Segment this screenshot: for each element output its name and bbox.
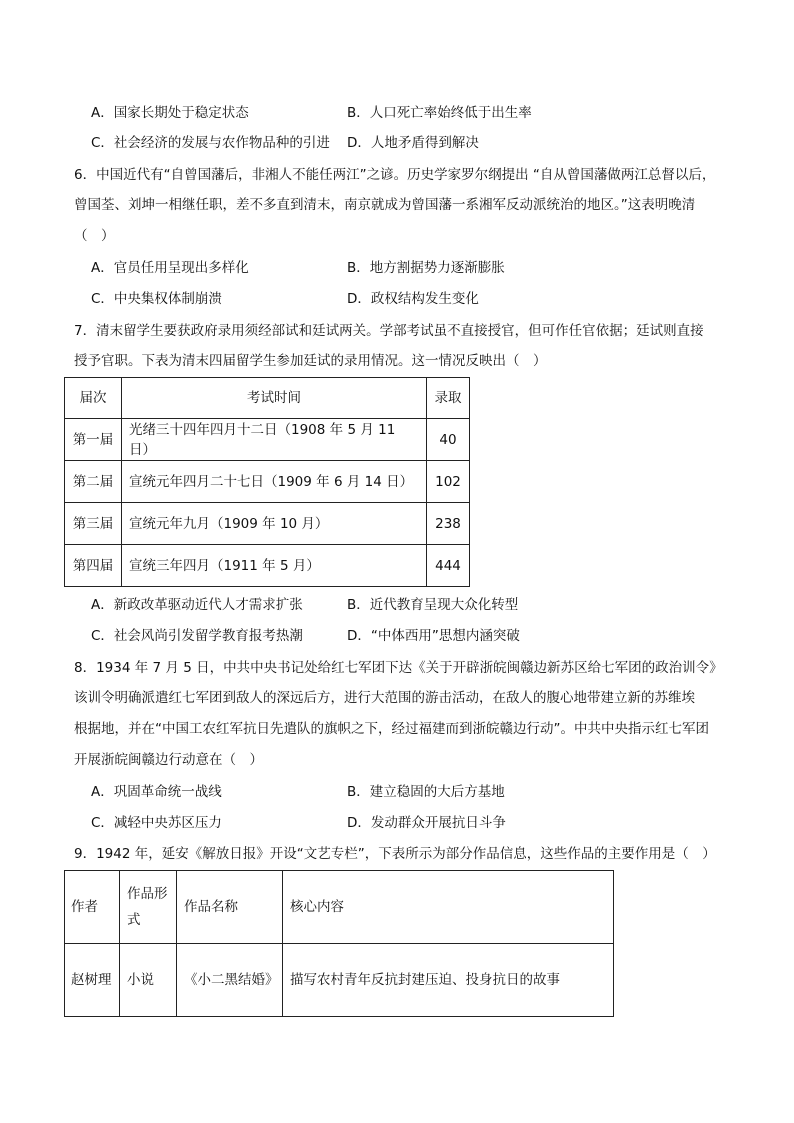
q6-option-a: A．官员任用呈现出多样化 bbox=[91, 260, 249, 276]
q8-stem-line1: 8．1934 年 7 月 5 日，中共中央书记处给红七军团下达《关于开辟浙皖闽赣边新苏区给七军团的政治训令》 bbox=[74, 660, 723, 676]
q8-stem-line2: 该训令明确派遣红七军团到敌人的深远后方，进行大范围的游击活动，在敌人的腹心地带建立新的苏维埃 bbox=[74, 690, 695, 706]
q6-option-c: C．中央集权体制崩溃 bbox=[91, 291, 222, 307]
q8-option-d: D．发动群众开展抗日斗争 bbox=[347, 815, 506, 831]
q8-option-c: C．减轻中央苏区压力 bbox=[91, 815, 222, 831]
table-row bbox=[65, 503, 470, 545]
q5-option-a: A．国家长期处于稳定状态 bbox=[91, 105, 249, 121]
table-cell: 第二届 bbox=[65, 461, 122, 503]
table-cell: 第三届 bbox=[65, 503, 122, 545]
q6-option-d: D．政权结构发生变化 bbox=[347, 291, 479, 307]
q6-stem-line3: （ ） bbox=[74, 228, 115, 244]
table-cell: 宣统三年四月（1911 年 5 月） bbox=[122, 545, 427, 587]
table-cell: 光绪三十四年四月十二日（1908 年 5 月 11 日） bbox=[122, 419, 427, 461]
q8-stem-line4: 开展浙皖闽赣边行动意在（ ） bbox=[74, 752, 263, 768]
table-cell: 444 bbox=[427, 545, 470, 587]
q8-option-b: B．建立稳固的大后方基地 bbox=[347, 784, 505, 800]
q8-stem-line3: 根据地，并在“中国工农红军抗日先遣队的旗帜之下，经过福建而到浙皖赣边行动”。中共中央指示红七军团 bbox=[74, 721, 709, 737]
table-header-row bbox=[65, 871, 614, 944]
table-cell: 《小二黑结婚》 bbox=[177, 944, 283, 1017]
table-header-cell: 届次 bbox=[65, 378, 122, 419]
q5-option-b: B．人口死亡率始终低于出生率 bbox=[347, 105, 532, 121]
q9-table bbox=[64, 870, 614, 1017]
q6-stem-line1: 6．中国近代有“自曾国藩后，非湘人不能任两江”之谚。历史学家罗尔纲提出 “自从曾国藩做两江总督以后， bbox=[74, 167, 716, 183]
table-row bbox=[65, 461, 470, 503]
q5-option-d: D．人地矛盾得到解决 bbox=[347, 135, 479, 151]
q5-option-c: C．社会经济的发展与农作物品种的引进 bbox=[91, 135, 330, 151]
table-cell: 宣统元年四月二十七日（1909 年 6 月 14 日） bbox=[122, 461, 427, 503]
q7-option-a: A．新政改革驱动近代人才需求扩张 bbox=[91, 597, 303, 613]
q7-table bbox=[64, 377, 470, 587]
table-row bbox=[65, 419, 470, 461]
table-cell: 40 bbox=[427, 419, 470, 461]
q6-option-b: B．地方割据势力逐渐膨胀 bbox=[347, 260, 505, 276]
table-cell: 第一届 bbox=[65, 419, 122, 461]
q7-stem-line2: 授予官职。下表为清末四届留学生参加廷试的录用情况。这一情况反映出（ ） bbox=[74, 353, 547, 369]
q7-stem-line1: 7．清末留学生要获政府录用须经部试和廷试两关。学部考试虽不直接授官，但可作任官依据；廷试则直接 bbox=[74, 323, 704, 339]
q8-option-a: A．巩固革命统一战线 bbox=[91, 784, 222, 800]
table-header-cell: 录取 bbox=[427, 378, 470, 419]
table-header-cell: 考试时间 bbox=[122, 378, 427, 419]
table-cell: 赵树理 bbox=[65, 944, 120, 1017]
table-cell: 第四届 bbox=[65, 545, 122, 587]
table-cell: 238 bbox=[427, 503, 470, 545]
table-header-cell: 作品名称 bbox=[177, 871, 283, 944]
table-header-cell: 作品形式 bbox=[120, 871, 177, 944]
table-header-cell: 作者 bbox=[65, 871, 120, 944]
table-cell: 102 bbox=[427, 461, 470, 503]
table-cell: 宣统元年九月（1909 年 10 月） bbox=[122, 503, 427, 545]
q9-stem-line1: 9．1942 年，延安《解放日报》开设“文艺专栏”，下表所示为部分作品信息，这些作品的主要作用是（ ） bbox=[74, 846, 716, 862]
table-row bbox=[65, 944, 614, 1017]
q7-option-c: C．社会风尚引发留学教育报考热潮 bbox=[91, 628, 303, 644]
q7-option-d: D．“中体西用”思想内涵突破 bbox=[347, 628, 520, 644]
table-header-cell: 核心内容 bbox=[283, 871, 614, 944]
table-cell: 小说 bbox=[120, 944, 177, 1017]
q7-option-b: B．近代教育呈现大众化转型 bbox=[347, 597, 519, 613]
table-row bbox=[65, 545, 470, 587]
q6-stem-line2: 曾国荃、刘坤一相继任职，差不多直到清末，南京就成为曾国藩一系湘军反动派统治的地区。”这表明晚清 bbox=[74, 197, 696, 213]
table-header-row bbox=[65, 378, 470, 419]
table-cell: 描写农村青年反抗封建压迫、投身抗日的故事 bbox=[283, 944, 614, 1017]
